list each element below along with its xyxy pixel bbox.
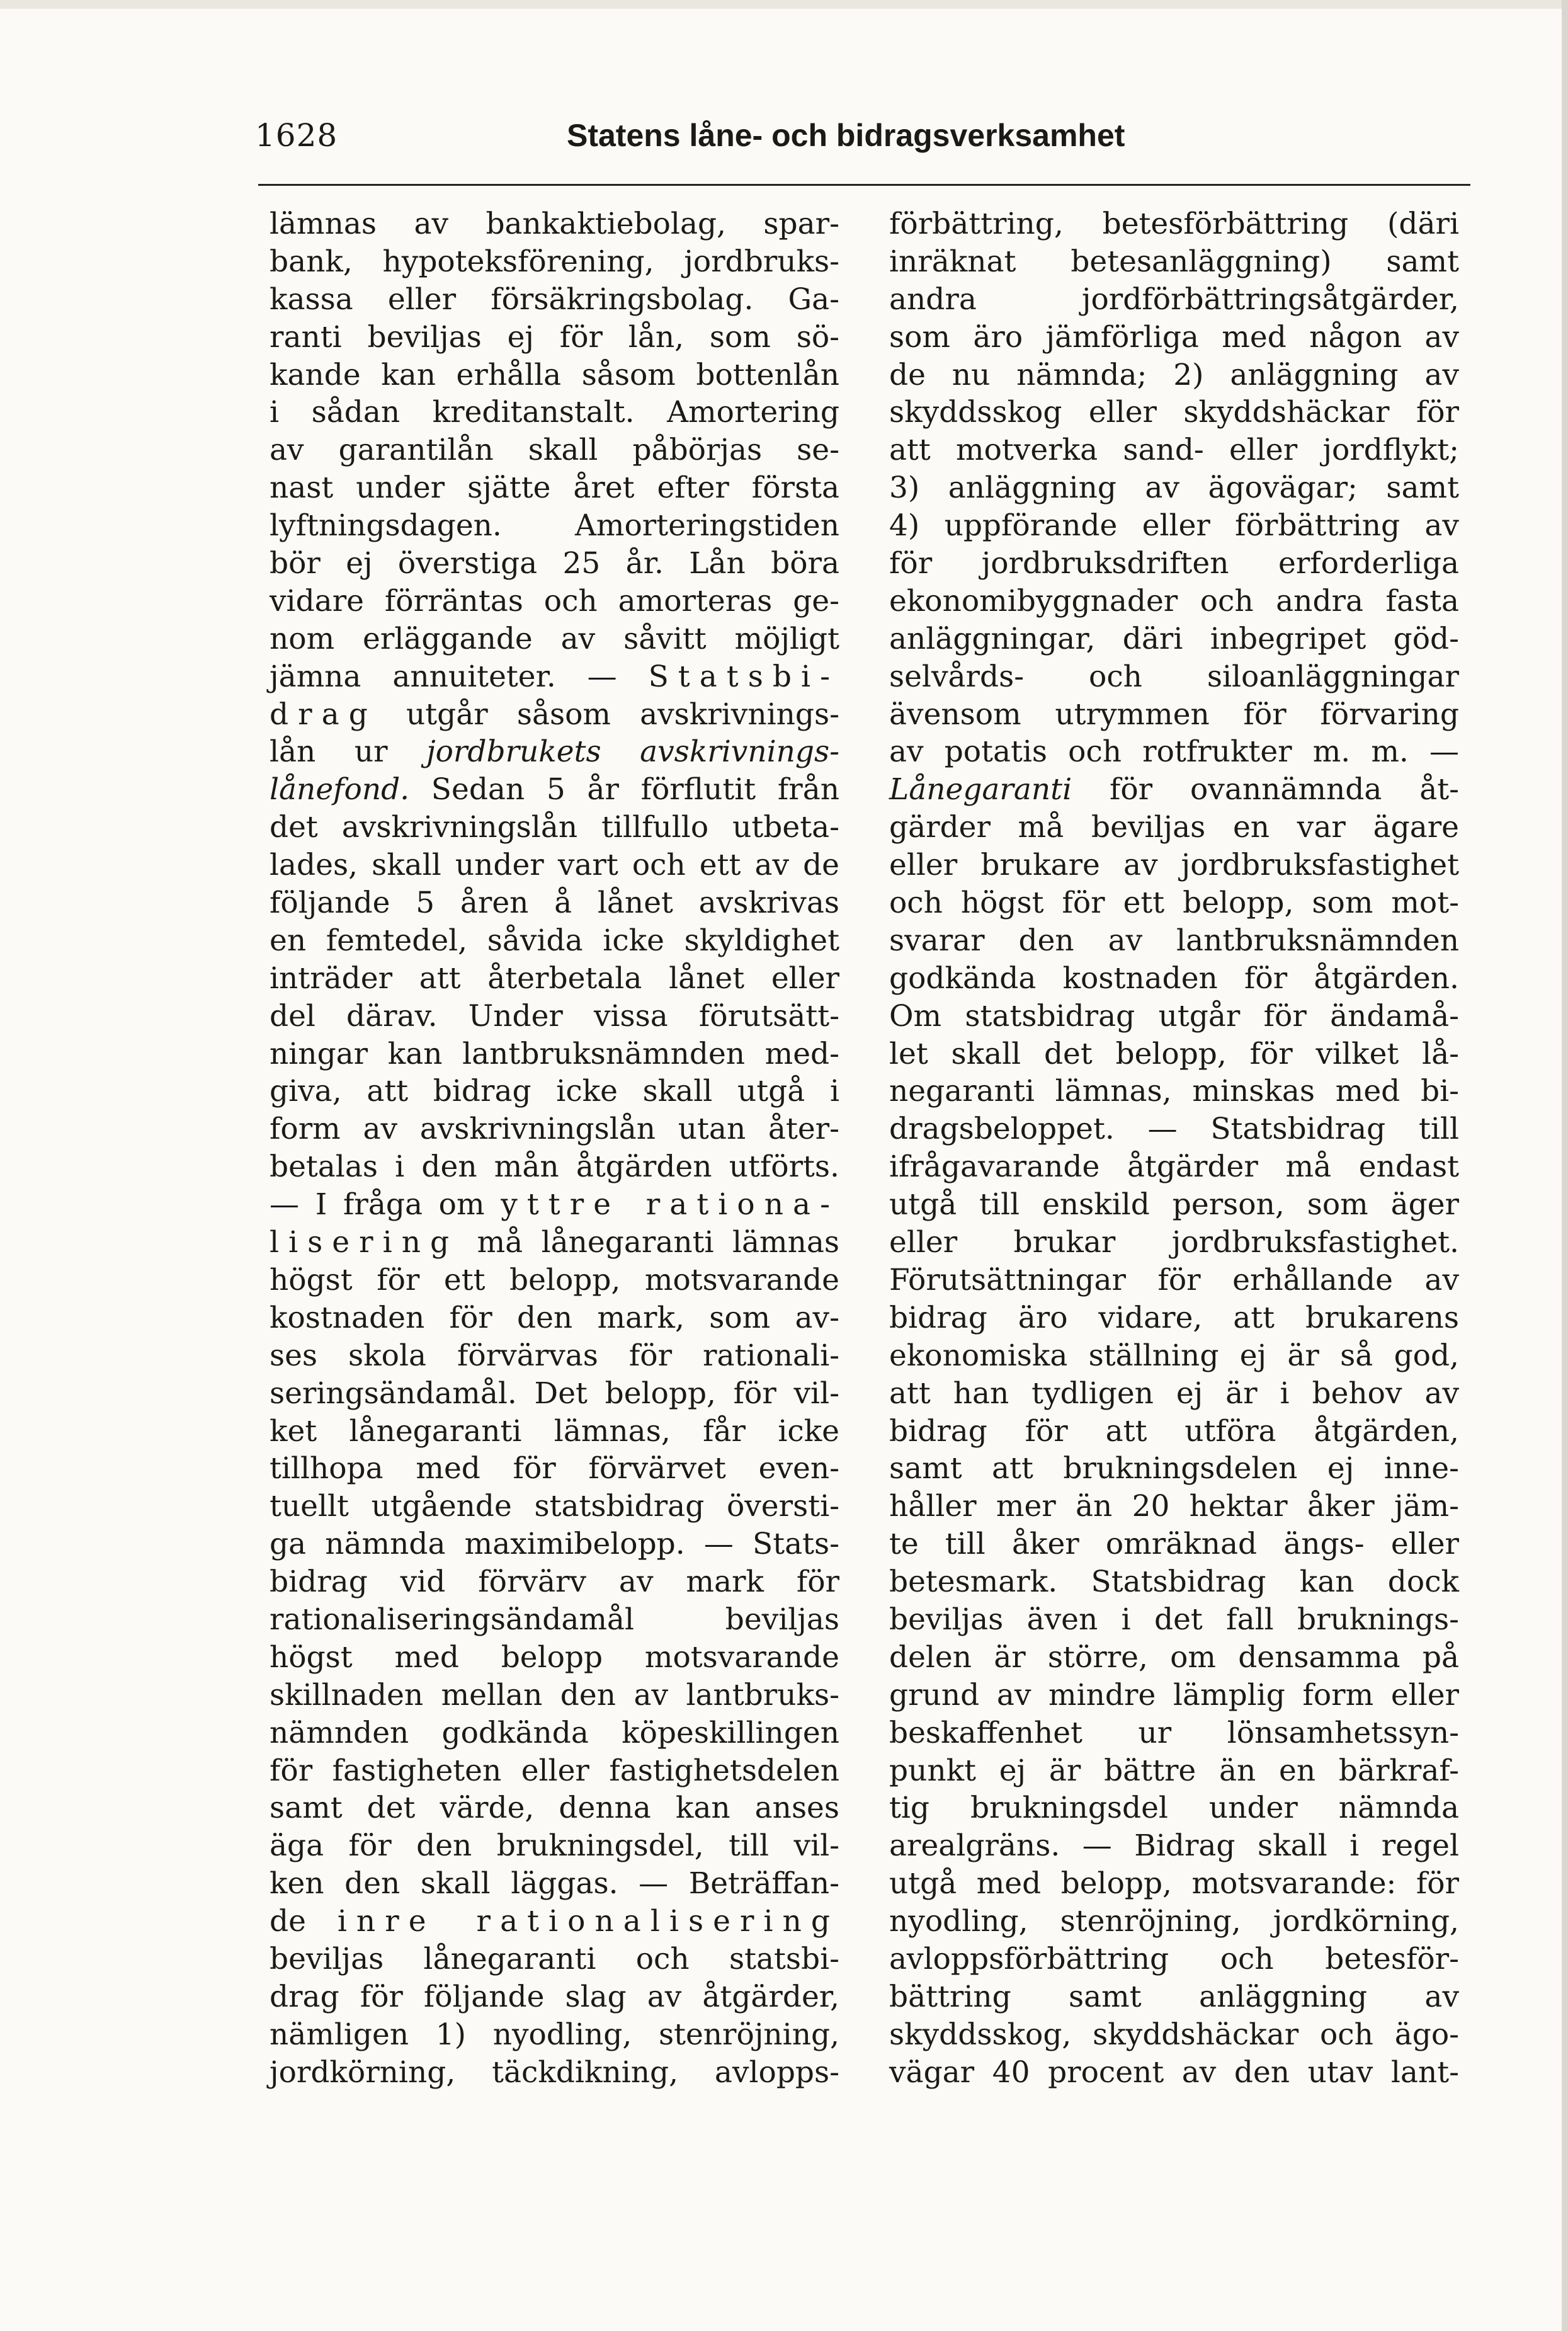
text-run: arealgräns. — Bidrag skall i regel (889, 1828, 1459, 1864)
text-run: inräknat betesanläggning) samt (889, 244, 1459, 279)
text-line (270, 846, 839, 884)
text-line (270, 1639, 839, 1677)
text-line (270, 620, 839, 658)
text-run: och högst för ett belopp, som mot- (889, 886, 1459, 921)
text-line (889, 1186, 1459, 1224)
text-line (889, 1677, 1459, 1714)
text-line (270, 696, 839, 734)
text-run: dragsbeloppet. — Statsbidrag till (889, 1112, 1459, 1147)
text-run: beviljas även i det fall bruknings- (889, 1602, 1459, 1637)
text-run: vägar 40 procent av den utav lant- (889, 2055, 1459, 2090)
text-run: utgå till enskild person, som äger (889, 1187, 1459, 1222)
left-column (270, 205, 839, 2092)
text-line (889, 1903, 1459, 1941)
text-line (889, 319, 1459, 356)
text-line (270, 243, 839, 281)
text-line (270, 771, 839, 809)
text-line (270, 583, 839, 620)
text-run: bidrag vid förvärv av mark för (270, 1564, 839, 1600)
text-run: av potatis och rotfrukter m. m. — (889, 734, 1459, 770)
text-line (889, 1789, 1459, 1827)
page-header (255, 112, 1470, 162)
text-line (889, 205, 1459, 243)
text-line (270, 733, 839, 771)
text-run: tillhopa med för förvärvet even- (270, 1451, 839, 1486)
text-line (270, 998, 839, 1035)
text-run: utgå med belopp, motsvarande: för (889, 1866, 1459, 1901)
text-line (889, 1978, 1459, 2016)
text-run: — I fråga om (270, 1187, 501, 1222)
text-run: förbättring, betesförbättring (däri (889, 207, 1459, 241)
text-run: andra jordförbättringsåtgärder, (889, 282, 1459, 317)
text-run: samt det värde, denna kan anses (270, 1791, 839, 1826)
text-line (270, 1752, 839, 1790)
text-line (889, 1525, 1459, 1563)
text-line (889, 960, 1459, 998)
text-line (889, 809, 1459, 846)
text-run: ävensom utrymmen för förvaring (889, 697, 1459, 732)
text-run: grund av mindre lämplig form eller (889, 1677, 1459, 1713)
text-run: att han tydligen ej är i behov av (889, 1376, 1459, 1411)
text-run: skillnaden mellan den av lantbruks- (270, 1677, 839, 1713)
text-run: betalas i den mån åtgärden utförts. (270, 1149, 839, 1185)
text-run: anläggningar, däri inbegripet göd- (889, 621, 1459, 656)
text-run: kostnaden för den mark, som av- (270, 1300, 839, 1335)
text-line (889, 507, 1459, 545)
text-line (889, 1337, 1459, 1375)
text-run: kassa eller försäkringsbolag. Ga- (270, 282, 839, 317)
text-run: seringsändamål. Det belopp, för vil- (270, 1376, 839, 1411)
text-run: högst för ett belopp, motsvarande (270, 1262, 839, 1297)
text-line (270, 1375, 839, 1413)
text-line (889, 281, 1459, 319)
text-run: ket lånegaranti lämnas, får icke (270, 1413, 839, 1449)
text-line (270, 1148, 839, 1186)
text-run: Förutsättningar för erhållande av (889, 1262, 1459, 1297)
text-line (889, 431, 1459, 469)
text-line (270, 1337, 839, 1375)
text-line (270, 2054, 839, 2092)
text-run: högst med belopp motsvarande (270, 1639, 839, 1675)
text-line (270, 1563, 839, 1601)
text-run: 4) uppförande eller förbättring av (889, 508, 1459, 544)
text-line (889, 1035, 1459, 1073)
text-line (270, 1262, 839, 1299)
text-run: de nu nämnda; 2) anläggning av (889, 357, 1459, 392)
text-run: te till åker omräknad ängs- eller (889, 1527, 1459, 1562)
text-line (270, 1941, 839, 1978)
text-line (889, 545, 1459, 583)
italic-emphasis: jordbrukets avskrivnings- (426, 734, 839, 770)
text-line (270, 356, 839, 394)
text-run: följande 5 åren å lånet avskrivas (270, 886, 839, 921)
text-line (889, 1752, 1459, 1790)
text-run: godkända kostnaden för åtgärden. (889, 960, 1459, 996)
text-run: svarar den av lantbruksnämnden (889, 923, 1459, 958)
text-line (889, 922, 1459, 960)
page-edge (0, 0, 1568, 9)
text-run: lämnas av bankaktiebolag, spar- (270, 207, 839, 241)
text-line (889, 846, 1459, 884)
text-line (270, 394, 839, 431)
text-line (270, 1299, 839, 1337)
text-run: bank, hypoteksförening, jordbruks- (270, 244, 839, 279)
text-run: för jordbruksdriften erforderliga (889, 546, 1459, 581)
text-line (889, 1073, 1459, 1110)
text-run: äga för den brukningsdel, till vil- (270, 1828, 839, 1864)
text-run: beviljas lånegaranti och statsbi- (270, 1941, 839, 1976)
text-run: betesmark. Statsbidrag kan dock (889, 1564, 1459, 1600)
text-line (270, 884, 839, 922)
text-run: nämnden godkända köpeskillingen (270, 1715, 839, 1750)
text-line (270, 1035, 839, 1073)
text-line (270, 1601, 839, 1639)
text-line (270, 319, 839, 356)
text-line (889, 733, 1459, 771)
text-line (889, 2054, 1459, 2092)
text-line (889, 1110, 1459, 1148)
text-run: lades, skall under vart och ett av de (270, 848, 839, 883)
text-line (270, 1827, 839, 1865)
text-line (889, 394, 1459, 431)
spaced-emphasis: inre rationalisering (337, 1904, 840, 1939)
text-line (270, 1903, 839, 1941)
right-column (889, 205, 1459, 2092)
text-run: Om statsbidrag utgår för ändamå- (889, 998, 1459, 1034)
text-line (270, 507, 839, 545)
spaced-emphasis: yttre rationa- (501, 1187, 839, 1222)
text-run: eller brukare av jordbruksfastighet (889, 848, 1459, 883)
text-run: av garantilån skall påbörjas se- (270, 433, 839, 468)
text-run: delen är större, om densamma på (889, 1639, 1459, 1675)
text-line (270, 1865, 839, 1903)
text-run: Sedan 5 år förflutit från (409, 772, 839, 807)
text-run: punkt ej är bättre än en bärkraf- (889, 1753, 1459, 1788)
text-run: håller mer än 20 hektar åker jäm- (889, 1489, 1459, 1524)
text-line (889, 1941, 1459, 1978)
text-run: ifrågavarande åtgärder må endast (889, 1149, 1459, 1185)
text-run: skyddsskog eller skyddshäckar för (889, 395, 1459, 430)
text-run: 3) anläggning av ägovägar; samt (889, 470, 1459, 506)
text-run: jordkörning, täckdikning, avlopps- (270, 2055, 839, 2090)
text-line (270, 1488, 839, 1525)
text-line (889, 1148, 1459, 1186)
text-line (889, 1299, 1459, 1337)
text-line (889, 1450, 1459, 1488)
text-line (889, 356, 1459, 394)
text-run: bidrag för att utföra åtgärden, (889, 1413, 1459, 1449)
text-line (889, 1488, 1459, 1525)
text-line (270, 1714, 839, 1752)
spaced-emphasis: lisering (270, 1225, 459, 1260)
text-run: eller brukar jordbruksfastighet. (889, 1225, 1459, 1260)
text-run: bidrag äro vidare, att brukarens (889, 1300, 1459, 1335)
text-run: jämna annuiteter. — (270, 659, 649, 694)
running-title: Statens låne- och bidragsverksamhet (567, 118, 1125, 153)
text-line (889, 243, 1459, 281)
text-line (889, 1224, 1459, 1262)
text-line (270, 1789, 839, 1827)
text-run: ken den skall läggas. — Beträffan- (270, 1866, 839, 1901)
text-run: inträder att återbetala lånet eller (270, 960, 839, 996)
text-run: del därav. Under vissa förutsätt- (270, 998, 839, 1034)
text-run: det avskrivningslån tillfullo utbeta- (270, 810, 839, 845)
text-line (889, 620, 1459, 658)
text-run: skyddsskog, skyddshäckar och ägo- (889, 2017, 1459, 2052)
text-run: nast under sjätte året efter första (270, 470, 839, 506)
text-run: samt att brukningsdelen ej inne- (889, 1451, 1459, 1486)
text-line (270, 1525, 839, 1563)
text-line (889, 1865, 1459, 1903)
page-number: 1628 (255, 117, 338, 154)
text-line (270, 205, 839, 243)
spaced-emphasis: Statsbi- (648, 659, 839, 694)
text-line (889, 1563, 1459, 1601)
text-line (270, 2016, 839, 2054)
text-run: i sådan kreditanstalt. Amortering (270, 395, 839, 430)
text-line (889, 1601, 1459, 1639)
text-line (270, 1110, 839, 1148)
text-run: som äro jämförliga med någon av (889, 319, 1459, 355)
text-run: avloppsförbättring och betesför- (889, 1941, 1459, 1976)
text-run: bättring samt anläggning av (889, 1979, 1459, 2014)
text-run: ses skola förvärvas för rationali- (270, 1338, 839, 1373)
text-run: utgår såsom avskrivnings- (377, 697, 839, 732)
text-run: rationaliseringsändamål beviljas (270, 1602, 839, 1637)
text-run: en femtedel, såvida icke skyldighet (270, 923, 839, 958)
text-run: bör ej överstiga 25 år. Lån böra (270, 546, 839, 581)
text-run: ga nämnda maximibelopp. — Stats- (270, 1527, 839, 1562)
text-run: tig brukningsdel under nämnda (889, 1791, 1459, 1826)
text-run: gärder må beviljas en var ägare (889, 810, 1459, 845)
text-line (270, 545, 839, 583)
text-line (270, 960, 839, 998)
header-rule (258, 184, 1470, 186)
text-line (889, 1639, 1459, 1677)
text-line (889, 1714, 1459, 1752)
text-line (889, 1827, 1459, 1865)
text-run: ekonomiska ställning ej är så god, (889, 1338, 1459, 1373)
text-line (889, 658, 1459, 696)
text-line (889, 583, 1459, 620)
text-run: nämligen 1) nyodling, stenröjning, (270, 2017, 839, 2052)
italic-emphasis: Lånegaranti (889, 772, 1072, 807)
text-run: let skall det belopp, för vilket lå- (889, 1036, 1459, 1071)
text-line (889, 1413, 1459, 1450)
text-line (270, 1224, 839, 1262)
text-run: för fastigheten eller fastighetsdelen (270, 1753, 839, 1788)
text-run: lån ur (270, 734, 427, 770)
text-run: kande kan erhålla såsom bottenlån (270, 357, 839, 392)
text-line (270, 1413, 839, 1450)
text-run: drag för följande slag av åtgärder, (270, 1979, 839, 2014)
text-line (270, 1677, 839, 1714)
text-line (889, 998, 1459, 1035)
text-line (270, 431, 839, 469)
text-line (889, 469, 1459, 507)
text-line (889, 696, 1459, 734)
text-line (889, 2016, 1459, 2054)
text-line (270, 281, 839, 319)
text-run: för ovannämnda åt- (1072, 772, 1459, 807)
text-line (270, 1073, 839, 1110)
text-run: tuellt utgående statsbidrag översti- (270, 1489, 839, 1524)
text-run: ranti beviljas ej för lån, som sö- (270, 319, 839, 355)
text-line (270, 922, 839, 960)
text-run: form av avskrivningslån utan åter- (270, 1112, 839, 1147)
text-run: ekonomibyggnader och andra fasta (889, 583, 1459, 618)
text-run: giva, att bidrag icke skall utgå i (270, 1074, 839, 1109)
text-line (889, 771, 1459, 809)
text-run: de (270, 1904, 338, 1939)
text-line (889, 884, 1459, 922)
text-run: må lånegaranti lämnas (458, 1225, 839, 1260)
text-run: negaranti lämnas, minskas med bi- (889, 1074, 1459, 1109)
text-run: vidare förräntas och amorteras ge- (270, 583, 839, 618)
text-run: nom erläggande av såvitt möjligt (270, 621, 839, 656)
text-run: nyodling, stenröjning, jordkörning, (889, 1904, 1459, 1939)
page-edge (1562, 0, 1568, 2331)
text-line (270, 1978, 839, 2016)
text-run: ningar kan lantbruksnämnden med- (270, 1036, 839, 1071)
text-line (270, 1186, 839, 1224)
text-run: lyftningsdagen. Amorteringstiden (270, 508, 839, 544)
text-line (270, 469, 839, 507)
text-run: beskaffenhet ur lönsamhetssyn- (889, 1715, 1459, 1750)
text-run: att motverka sand- eller jordflykt; (889, 433, 1459, 468)
italic-emphasis: lånefond. (270, 772, 410, 807)
text-line (889, 1375, 1459, 1413)
text-line (889, 1262, 1459, 1299)
text-line (270, 658, 839, 696)
text-line (270, 1450, 839, 1488)
spaced-emphasis: drag (270, 697, 377, 732)
text-line (270, 809, 839, 846)
text-run: selvårds- och siloanläggningar (889, 659, 1459, 694)
